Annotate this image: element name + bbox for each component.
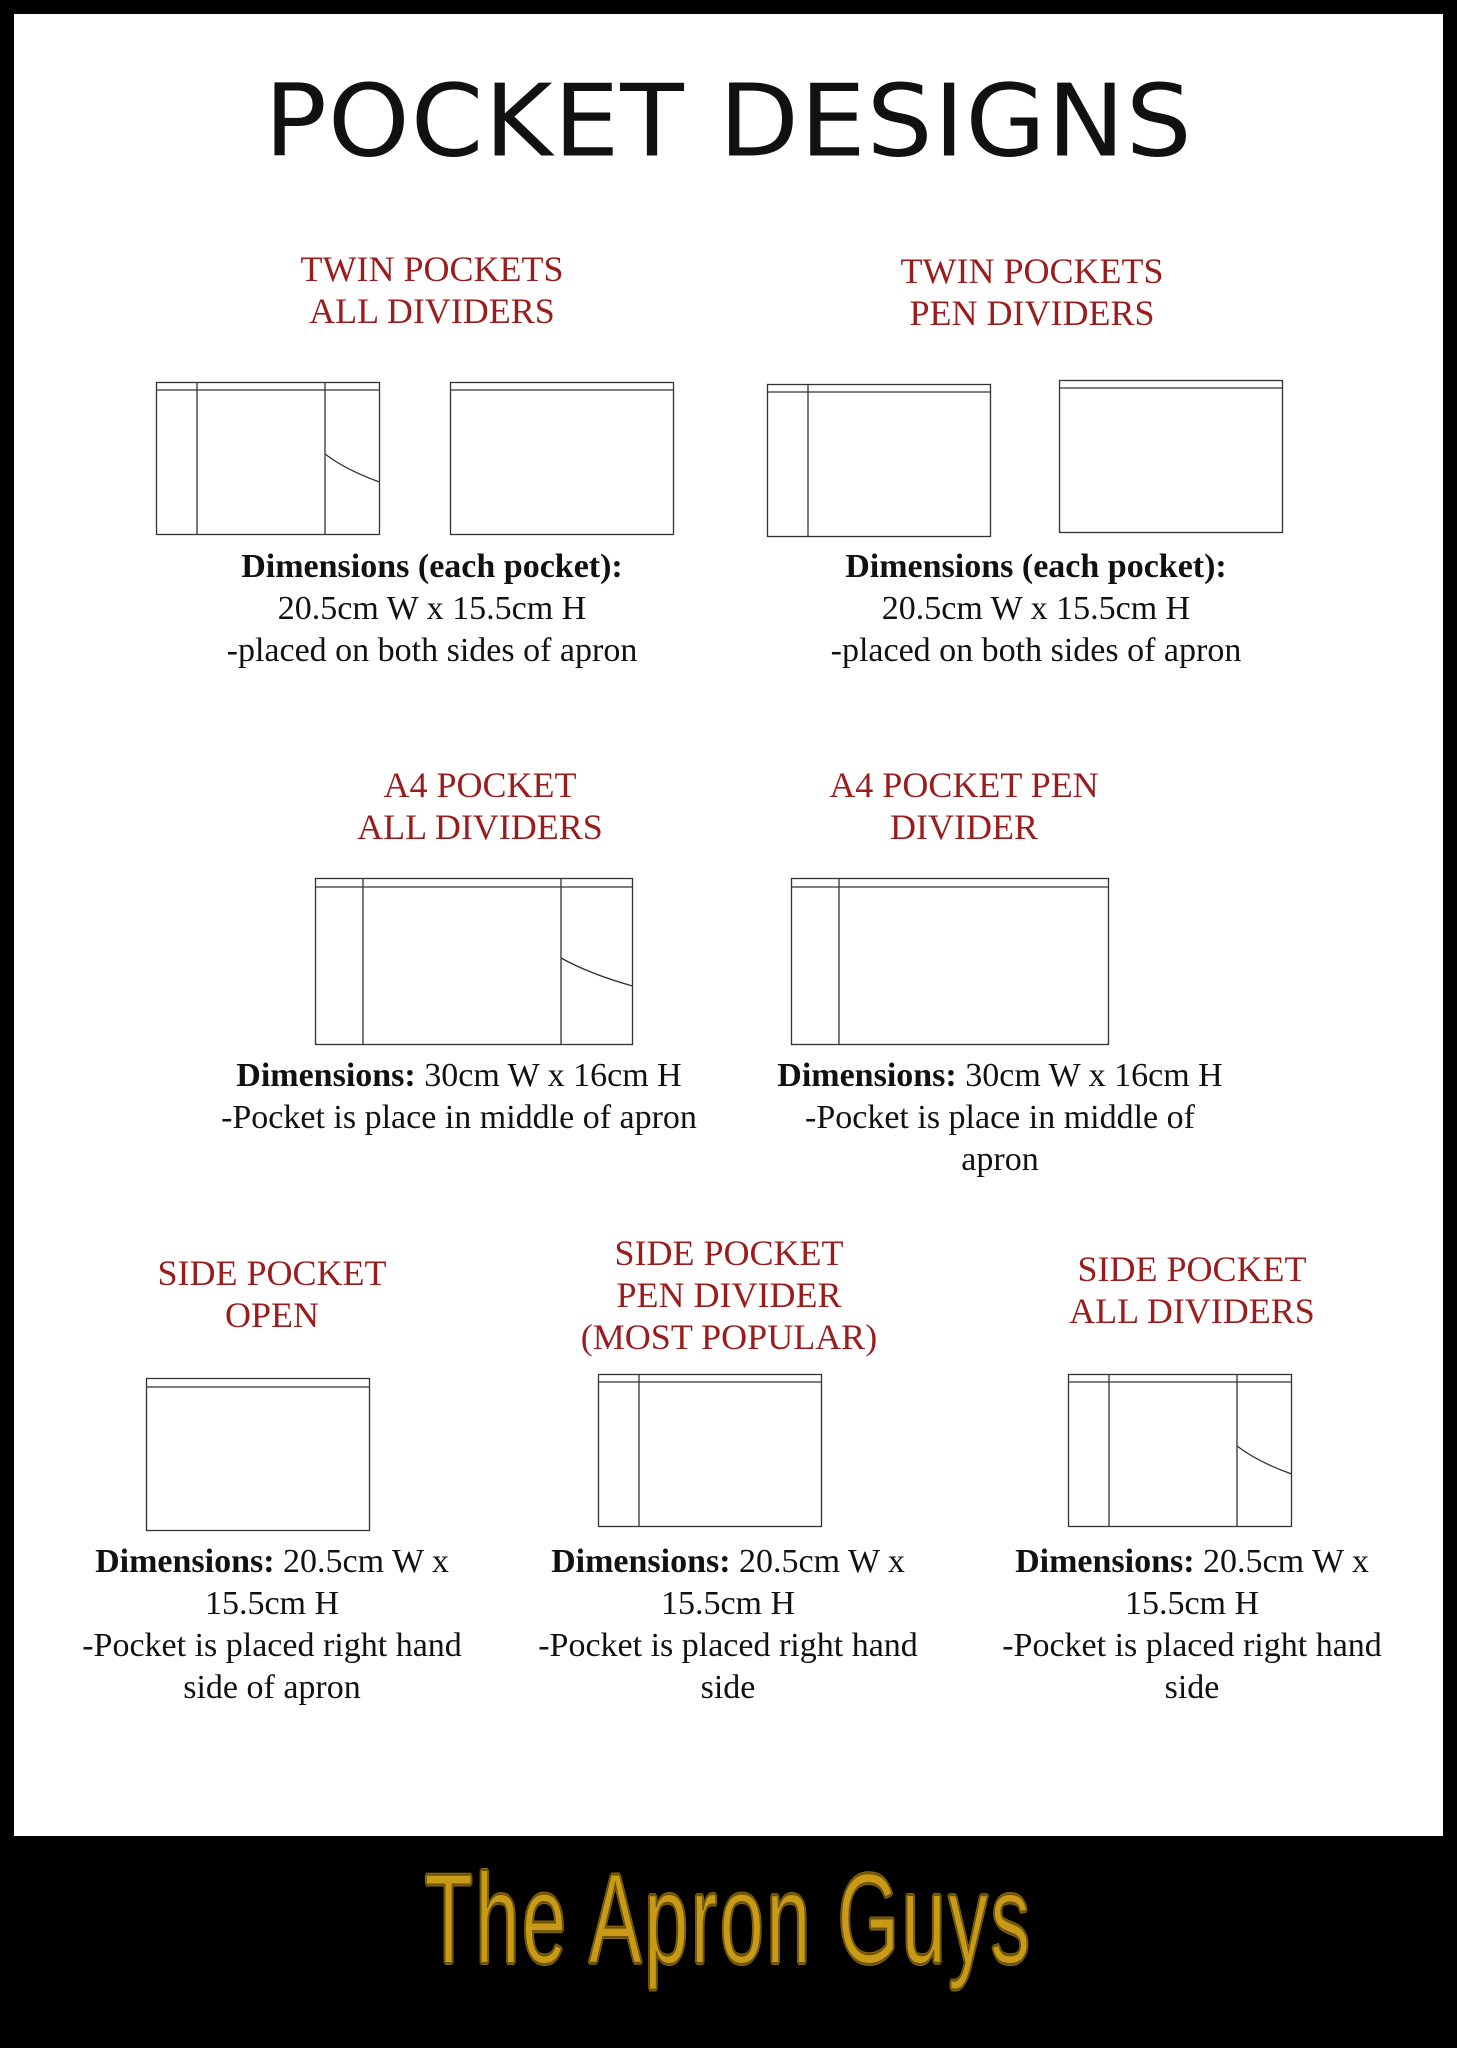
- description-line: -Pocket is placed right hand: [1002, 1627, 1382, 1664]
- brand-footer: [0, 1836, 1457, 2048]
- design-description-side-open: [47, 1541, 497, 1709]
- description-line: -Pocket is placed right hand: [538, 1627, 918, 1664]
- pen-divider-pocket-icon: [767, 384, 991, 537]
- description-line: -placed on both sides of apron: [226, 632, 638, 669]
- design-title-line: A4 POCKET: [383, 765, 577, 805]
- pen-divider-pocket-icon: [791, 878, 1109, 1045]
- description-line: side: [700, 1669, 756, 1706]
- description-line: 20.5cm W x 15.5cm H: [277, 590, 587, 627]
- design-description-a4-pen-divider: [700, 1055, 1300, 1181]
- pen-divider-pocket-icon: [598, 1374, 822, 1527]
- description-line: 15.5cm H: [204, 1585, 340, 1622]
- dimensions-value: 20.5cm W x: [1194, 1543, 1369, 1580]
- all-dividers-pocket-icon: [1068, 1374, 1292, 1527]
- description-line: 15.5cm H: [1124, 1585, 1260, 1622]
- dimensions-label: Dimensions (each pocket):: [241, 548, 623, 585]
- design-description-twin-pen-dividers: [736, 546, 1336, 672]
- design-title-line: DIVIDER: [890, 807, 1038, 847]
- dimensions-label: Dimensions (each pocket):: [845, 548, 1227, 585]
- design-title-line: ALL DIVIDERS: [357, 807, 603, 847]
- design-title-a4-all-dividers: [280, 764, 680, 848]
- page-title: POCKET DESIGNS: [264, 62, 1193, 180]
- dimensions-label: Dimensions:: [551, 1543, 731, 1580]
- design-title-line: ALL DIVIDERS: [309, 291, 555, 331]
- design-description-side-pen-divider: [508, 1541, 948, 1709]
- open-pocket-icon: [146, 1378, 370, 1531]
- description-line: -placed on both sides of apron: [830, 632, 1242, 669]
- dimensions-value: 30cm W x 16cm H: [415, 1057, 682, 1094]
- design-description-twin-all-dividers: [132, 546, 732, 672]
- brand-logo: The Apron Guys: [424, 1848, 1033, 1991]
- design-title-side-pen-divider: [519, 1232, 939, 1358]
- design-title-side-all-dividers: [992, 1248, 1392, 1332]
- description-line: side: [1164, 1669, 1220, 1706]
- all-dividers-pocket-icon: [315, 878, 633, 1045]
- dimensions-value: 30cm W x 16cm H: [956, 1057, 1223, 1094]
- description-line: 15.5cm H: [660, 1585, 796, 1622]
- design-title-line: SIDE POCKET: [614, 1233, 844, 1273]
- dimensions-label: Dimensions:: [236, 1057, 416, 1094]
- design-title-twin-all-dividers: [232, 248, 632, 332]
- description-line: apron: [961, 1141, 1039, 1178]
- design-title-line: OPEN: [224, 1295, 319, 1335]
- dimensions-value: 20.5cm W x: [730, 1543, 905, 1580]
- design-description-side-all-dividers: [972, 1541, 1412, 1709]
- description-line: -Pocket is place in middle of: [805, 1099, 1195, 1136]
- design-title-side-open: [72, 1252, 472, 1336]
- dimensions-value: 20.5cm W x: [274, 1543, 449, 1580]
- open-pocket-icon: [1059, 380, 1283, 533]
- description-line: -Pocket is placed right hand: [82, 1627, 462, 1664]
- design-title-line: SIDE POCKET: [1077, 1249, 1307, 1289]
- design-title-line: A4 POCKET PEN: [829, 765, 1099, 805]
- dimensions-label: Dimensions:: [95, 1543, 275, 1580]
- design-title-line: PEN DIVIDERS: [909, 293, 1155, 333]
- design-title-line: PEN DIVIDER: [616, 1275, 842, 1315]
- design-title-line: TWIN POCKETS: [300, 249, 564, 289]
- design-title-a4-pen-divider: [764, 764, 1164, 848]
- design-description-a4-all-dividers: [159, 1055, 759, 1139]
- all-dividers-pocket-icon: [156, 382, 380, 535]
- open-pocket-icon: [450, 382, 674, 535]
- description-line: side of apron: [183, 1669, 361, 1706]
- design-title-line: ALL DIVIDERS: [1069, 1291, 1315, 1331]
- dimensions-label: Dimensions:: [777, 1057, 957, 1094]
- pocket-designs-sheet: [14, 14, 1444, 1836]
- design-title-line: (MOST POPULAR): [580, 1317, 878, 1357]
- dimensions-label: Dimensions:: [1015, 1543, 1195, 1580]
- design-title-twin-pen-dividers: [832, 250, 1232, 334]
- description-line: -Pocket is place in middle of apron: [221, 1099, 697, 1136]
- design-title-line: TWIN POCKETS: [900, 251, 1164, 291]
- design-title-line: SIDE POCKET: [157, 1253, 387, 1293]
- description-line: 20.5cm W x 15.5cm H: [881, 590, 1191, 627]
